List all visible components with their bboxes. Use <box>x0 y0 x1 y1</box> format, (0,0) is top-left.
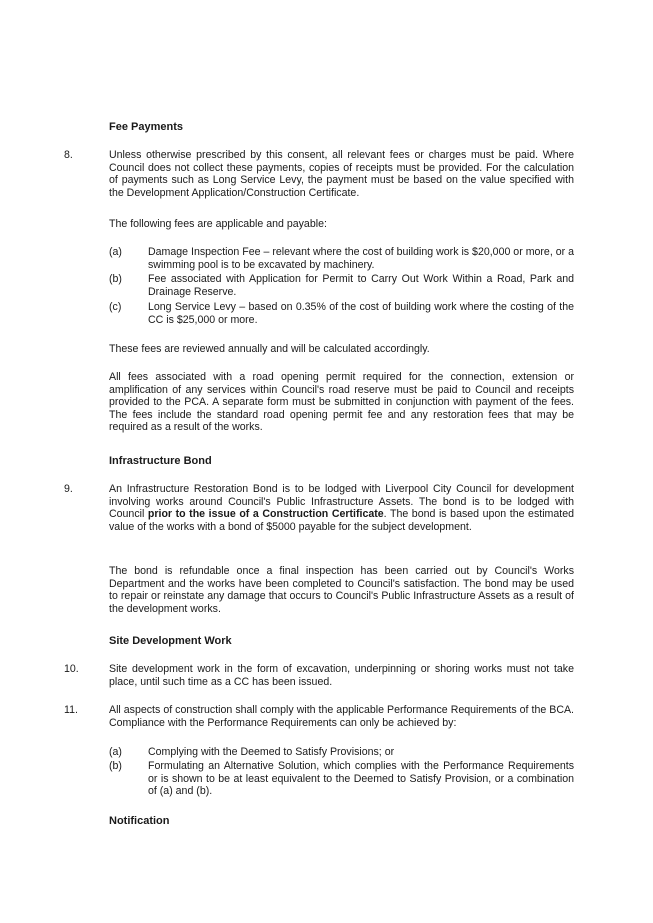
item-10-text: Site development work in the form of excavation, underpinning or shoring works must not take place, until such time as a CC has been issued. <box>109 663 574 688</box>
option-text-b: Formulating an Alternative Solution, which complies with the Performance Requirements or is shown to be at least equivalent to the Deemed to Satisfy Provision, or a combination of (a) and (b). <box>148 760 574 798</box>
heading-infrastructure-bond: Infrastructure Bond <box>109 455 212 467</box>
fees-intro: The following fees are applicable and payable: <box>109 218 327 230</box>
item-9-text-part1: An Infrastructure Restoration Bond is to be lodged with Liverpool City Council for development involving works around Council's Public Infrastructure Assets. The bond is to be lodged with Council <box>109 483 574 521</box>
item-9-text-part2: . The bond is based upon the estimated value of the works with a bond of $5000 payable for the subject development. <box>109 508 574 533</box>
item-number-8: 8. <box>64 149 73 161</box>
option-text-a: Complying with the Deemed to Satisfy Provisions; or <box>148 746 395 758</box>
option-label-b: (b) <box>109 760 122 772</box>
fee-text-a: Damage Inspection Fee – relevant where the cost of building work is $20,000 or more, or a swimming pool is to be excavated by machinery. <box>148 246 574 271</box>
item-11-text: All aspects of construction shall comply with the applicable Performance Requirements of the BCA. Compliance with the Performance Requirements can only be achieved by: <box>109 704 574 729</box>
fee-text-b: Fee associated with Application for Permit to Carry Out Work Within a Road, Park and Drainage Reserve. <box>148 273 574 298</box>
option-label-a: (a) <box>109 746 122 758</box>
item-8-text: Unless otherwise prescribed by this consent, all relevant fees or charges must be paid. Where Council does not collect these payments, copies of receipts must be provided. For the calculation of payments such as Long Service Levy, the payment must be based on the value specified with the Development Application/Construction Certificate. <box>109 149 574 199</box>
fee-label-b: (b) <box>109 273 122 285</box>
item-number-9: 9. <box>64 483 73 495</box>
road-opening-fees-text: All fees associated with a road opening permit required for the connection, extension or amplification of any services within Council's road reserve must be paid to Council and receipts provided to the PCA. A separate form must be submitted in conjunction with payment of the fees. The fees include the standard road opening permit fee and any restoration fees that may be required as a result of the works. <box>109 371 574 434</box>
item-9-text <box>109 483 574 533</box>
item-number-11: 11. <box>64 704 78 716</box>
fees-review-note: These fees are reviewed annually and will be calculated accordingly. <box>109 343 430 355</box>
heading-fee-payments: Fee Payments <box>109 121 183 133</box>
heading-notification: Notification <box>109 815 170 827</box>
item-number-10: 10. <box>64 663 79 675</box>
fee-text-c: Long Service Levy – based on 0.35% of the cost of building work where the costing of the CC is $25,000 or more. <box>148 301 574 326</box>
fee-label-a: (a) <box>109 246 122 258</box>
item-9-emphasis: prior to the issue of a Construction Certificate <box>147 508 384 521</box>
bond-refund-note: The bond is refundable once a final inspection has been carried out by Council's Works Department and the works have been completed to Council's satisfaction. The bond may be used to repair or reinstate any damage that occurs to Council's Public Infrastructure Assets as a result of the development works. <box>109 565 574 615</box>
heading-site-development-work: Site Development Work <box>109 635 232 647</box>
fee-label-c: (c) <box>109 301 122 313</box>
